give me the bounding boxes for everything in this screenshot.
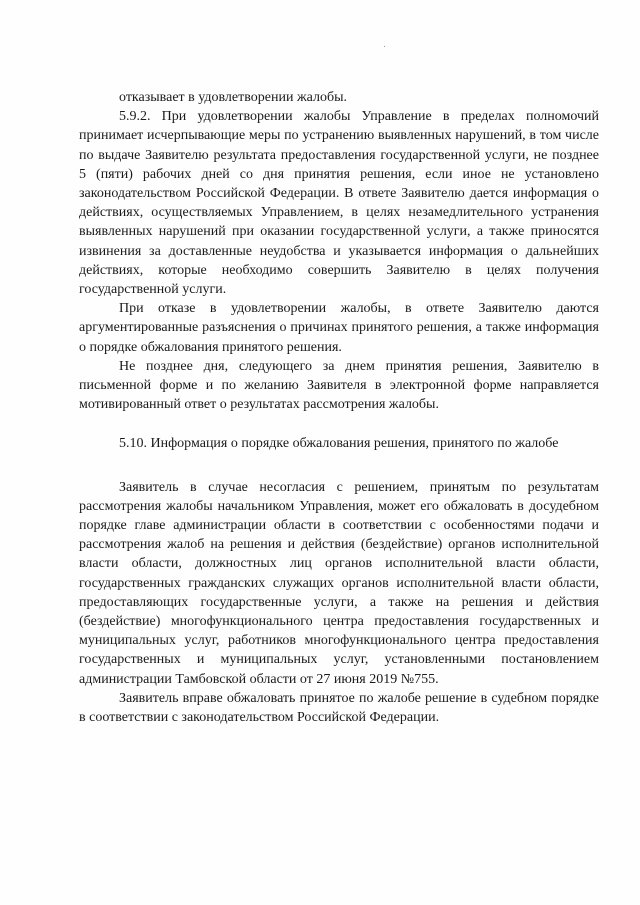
- paragraph-appeal-pretrial: Заявитель в случае несогласия с решением, принятым по результатам рассмотрения жалобы начальником Управления, может его обжаловать в досудебном порядке главе администрации области в соответствии с особенностями подачи и рассмотрения жалоб на решения и действия (бездействие) органов исполнительной власти области, должностных лиц органов исполнительной власти области, государственных гражданских служащих органов исполнительной власти области, предоставляющих государственные услуги, а также на решения и действия (бездействие) многофункционального центра предоставления государственных и муниципальных услуг, работников многофункционального центра предоставления государственных и муниципальных услуг, установленными постановлением администрации Тамбовской области от 27 июня 2019 №755.: [79, 479, 599, 687]
- paragraph-refusal: При отказе в удовлетворении жалобы, в ответе Заявителю даются аргументированные разъяснения о причинах принятого решения, а также информация о порядке обжалования принятого решения.: [79, 301, 599, 355]
- paragraph-deadline: Не позднее дня, следующего за днем принятия решения, Заявителю в письменной форме и по желанию Заявителя в электронной форме направляется мотивированный ответ о результатах рассмотрения жалобы.: [79, 358, 599, 413]
- scan-speck: [384, 46, 385, 47]
- paragraph-5-9-2: 5.9.2. При удовлетворении жалобы Управление в пределах полномочий принимает исчерпывающие меры по устранению выявленных нарушений, в том числе по выдаче Заявителю результата предоставления государственной услуги, не позднее 5 (пяти) рабочих дней со дня принятия решения, если иное не установлено законодательством Российской Федерации. В ответе Заявителю дается информация о действиях, осуществляемых Управлением, в целях незамедлительного устранения выявленных нарушений при оказании государственной услуги, а также приносятся извинения за доставленные неудобства и указывается информация о дальнейших действиях, которые необходимо совершить Заявителю в целях получения государственной услуги.: [79, 109, 599, 298]
- paragraph-continuation: отказывает в удовлетворении жалобы.: [119, 90, 347, 105]
- paragraph-appeal-court: Заявитель вправе обжаловать принятое по жалобе решение в судебном порядке в соответствии с законодательством Российской Федерации.: [79, 690, 599, 726]
- document-body: [79, 88, 599, 727]
- section-heading-5-10: 5.10. Информация о порядке обжалования решения, принятого по жалобе: [119, 436, 559, 452]
